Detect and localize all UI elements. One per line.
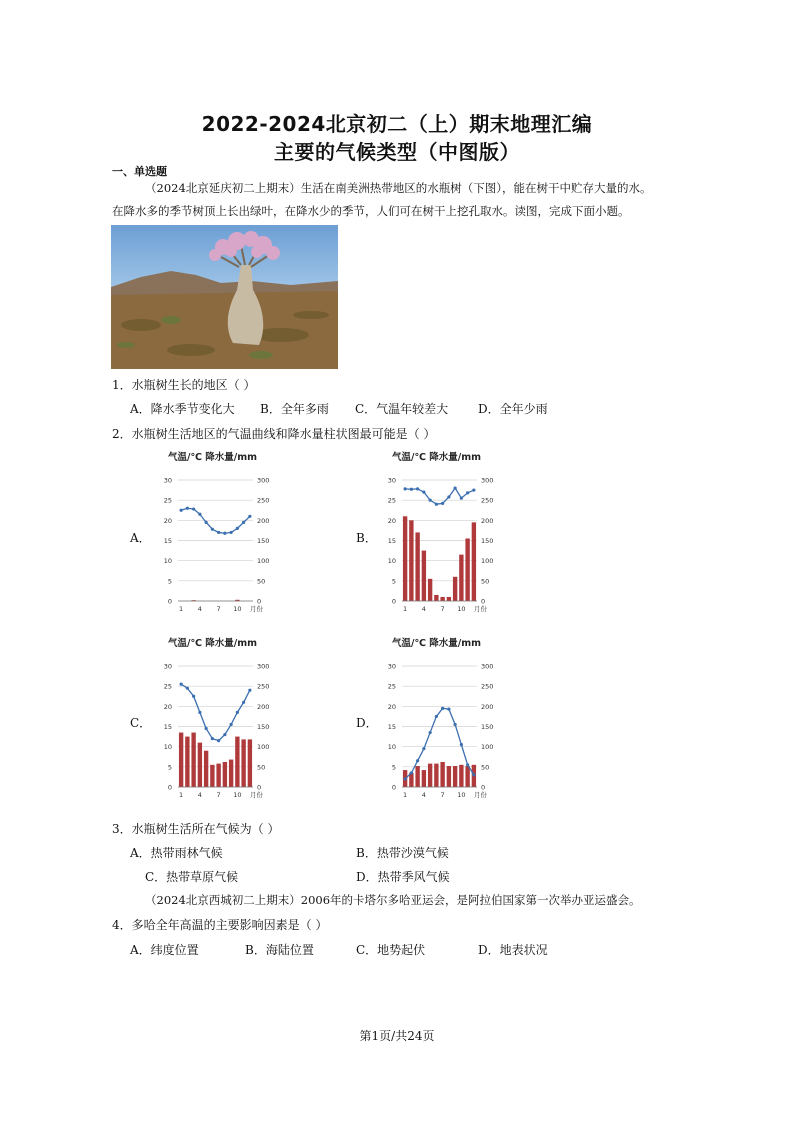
temperature-point	[441, 502, 444, 505]
temperature-point	[472, 773, 475, 776]
x-unit-label: 月份	[250, 791, 263, 799]
precipitation-bar	[447, 597, 451, 601]
chart-title: 气温/℃ 降水量/mm	[168, 452, 258, 463]
y-left-tick-label: 5	[391, 763, 396, 772]
temperature-point	[205, 521, 208, 524]
y-left-tick-label: 15	[163, 723, 172, 731]
x-tick-label: 7	[440, 605, 445, 613]
precipitation-bar	[403, 516, 407, 601]
q4-option-c[interactable]: C．地势起伏	[356, 943, 426, 957]
q4-option-a[interactable]: A．纬度位置	[130, 943, 199, 957]
precipitation-bar	[223, 762, 227, 787]
y-right-tick-label: 300	[481, 476, 494, 485]
temperature-point	[192, 695, 195, 698]
temperature-point	[454, 723, 457, 726]
precipitation-bar	[428, 764, 432, 787]
precipitation-bar	[191, 733, 195, 787]
temperature-point	[429, 499, 432, 502]
y-left-tick-label: 5	[167, 577, 172, 586]
temperature-point	[422, 747, 425, 750]
temperature-point	[416, 487, 419, 490]
y-right-tick-label: 200	[481, 516, 494, 525]
temperature-point	[248, 515, 251, 518]
document-subtitle: 主要的气候类型（中图版）	[274, 140, 520, 164]
y-right-tick-label: 50	[481, 577, 490, 586]
q4-option-d[interactable]: D．地表状况	[478, 943, 548, 957]
temperature-point	[230, 531, 233, 534]
y-left-tick-label: 0	[167, 783, 172, 792]
temperature-line	[405, 488, 474, 504]
temperature-point	[454, 486, 457, 489]
q3-option-a[interactable]: A．热带雨林气候	[130, 846, 223, 860]
temperature-point	[410, 488, 413, 491]
y-right-tick-label: 200	[257, 702, 270, 711]
temperature-point	[192, 507, 195, 510]
precipitation-bar	[409, 520, 413, 601]
precipitation-bar	[434, 764, 438, 787]
y-left-tick-label: 20	[387, 516, 396, 525]
precipitation-bar	[179, 733, 183, 787]
y-left-tick-label: 0	[391, 783, 396, 792]
y-left-tick-label: 10	[163, 743, 172, 752]
y-left-tick-label: 15	[163, 537, 172, 545]
y-left-tick-label: 25	[163, 682, 172, 691]
y-left-tick-label: 10	[387, 557, 396, 566]
question-1-stem: 1．水瓶树生长的地区（ ）	[112, 378, 256, 392]
passage2: （2024北京西城初二上期末）2006年的卡塔尔多哈亚运会，是阿拉伯国家第一次举办亚运盛会。	[145, 893, 641, 907]
y-right-tick-label: 200	[481, 702, 494, 711]
question-3-stem: 3．水瓶树生活所在气候为（ ）	[112, 822, 280, 836]
precipitation-bar	[459, 555, 463, 601]
precipitation-bar	[453, 577, 457, 601]
x-tick-label: 10	[457, 791, 466, 799]
climate-chart-b	[372, 446, 502, 616]
temperature-point	[242, 521, 245, 524]
bottle-tree-illustration	[111, 225, 338, 369]
precipitation-bar	[440, 762, 444, 787]
temperature-point	[242, 701, 245, 704]
q1-option-d[interactable]: D．全年少雨	[478, 402, 548, 416]
y-left-tick-label: 30	[387, 662, 396, 671]
temperature-point	[404, 487, 407, 490]
y-right-tick-label: 150	[481, 537, 494, 545]
q3-option-d[interactable]: D．热带季风气候	[356, 870, 450, 884]
y-left-tick-label: 20	[163, 516, 172, 525]
q1-option-c[interactable]: C．气温年较差大	[355, 402, 449, 416]
temperature-point	[466, 763, 469, 766]
y-left-tick-label: 25	[387, 496, 396, 505]
precipitation-bar	[204, 751, 208, 787]
temperature-point	[248, 689, 251, 692]
y-left-tick-label: 20	[387, 702, 396, 711]
chart-c-letter[interactable]: C．	[130, 716, 152, 730]
temperature-point	[460, 497, 463, 500]
precipitation-bar	[422, 770, 426, 787]
temperature-point	[205, 727, 208, 730]
temperature-point	[223, 733, 226, 736]
temperature-point	[460, 743, 463, 746]
y-right-tick-label: 150	[257, 723, 270, 731]
climate-chart-c	[148, 632, 278, 802]
x-tick-label: 4	[197, 791, 202, 799]
y-right-tick-label: 300	[481, 662, 494, 671]
y-left-tick-label: 0	[391, 597, 396, 606]
temperature-point	[217, 739, 220, 742]
y-right-tick-label: 0	[257, 597, 262, 606]
temperature-point	[404, 777, 407, 780]
climate-chart-a	[148, 446, 278, 616]
document-title: 2022-2024北京初二（上）期末地理汇编	[201, 112, 593, 136]
temperature-point	[435, 503, 438, 506]
x-tick-label: 7	[216, 605, 221, 613]
y-left-tick-label: 30	[387, 476, 396, 485]
y-left-tick-label: 15	[387, 723, 396, 731]
temperature-point	[236, 527, 239, 530]
x-tick-label: 10	[233, 605, 242, 613]
precipitation-bar	[229, 760, 233, 787]
y-left-tick-label: 30	[163, 662, 172, 671]
temperature-point	[230, 723, 233, 726]
q4-option-b[interactable]: B．海陆位置	[245, 943, 314, 957]
q1-option-a[interactable]: A．降水季节变化大	[130, 402, 235, 416]
precipitation-bar	[459, 765, 463, 787]
page-footer: 第1页/共24页	[359, 1029, 435, 1043]
y-right-tick-label: 150	[257, 537, 270, 545]
precipitation-bar	[428, 579, 432, 601]
y-right-tick-label: 0	[481, 783, 486, 792]
temperature-point	[217, 531, 220, 534]
precipitation-bar	[241, 739, 245, 787]
y-right-tick-label: 0	[481, 597, 486, 606]
temperature-point	[429, 731, 432, 734]
chart-d-letter[interactable]: D．	[356, 716, 378, 730]
x-tick-label: 4	[421, 605, 426, 613]
x-tick-label: 1	[403, 605, 408, 613]
temperature-point	[211, 528, 214, 531]
x-tick-label: 1	[179, 605, 184, 613]
y-right-tick-label: 100	[257, 557, 270, 566]
question-2-stem: 2．水瓶树生活地区的气温曲线和降水量柱状图最可能是（ ）	[112, 427, 436, 441]
y-left-tick-label: 25	[163, 496, 172, 505]
precipitation-bar	[465, 766, 469, 787]
precipitation-bar	[235, 737, 239, 787]
chart-b-letter[interactable]: B．	[356, 531, 377, 545]
x-tick-label: 4	[421, 791, 426, 799]
temperature-point	[186, 687, 189, 690]
y-right-tick-label: 100	[257, 743, 270, 752]
precipitation-bar	[447, 766, 451, 787]
temperature-point	[447, 708, 450, 711]
temperature-point	[441, 707, 444, 710]
y-left-tick-label: 30	[163, 476, 172, 485]
precipitation-bar	[198, 743, 202, 787]
y-left-tick-label: 10	[163, 557, 172, 566]
y-left-tick-label: 20	[163, 702, 172, 711]
y-right-tick-label: 250	[257, 682, 270, 691]
precipitation-bar	[248, 739, 252, 787]
precipitation-bar	[415, 766, 419, 787]
temperature-point	[186, 507, 189, 510]
precipitation-bar	[440, 597, 444, 601]
x-unit-label: 月份	[474, 605, 487, 613]
y-right-tick-label: 250	[257, 496, 270, 505]
climate-chart-d	[372, 632, 502, 802]
precipitation-bar	[216, 764, 220, 787]
temperature-point	[410, 771, 413, 774]
x-tick-label: 4	[197, 605, 202, 613]
temperature-point	[422, 491, 425, 494]
y-left-tick-label: 5	[391, 577, 396, 586]
y-right-tick-label: 250	[481, 496, 494, 505]
y-right-tick-label: 250	[481, 682, 494, 691]
passage1-line2: 在降水多的季节树顶上长出绿叶，在降水少的季节，人们可在树干上挖孔取水。读图，完成下面小题。	[112, 204, 630, 218]
passage1-line1: （2024北京延庆初二上期末）生活在南美洲热带地区的水瓶树（下图），能在树干中贮存大量的水。	[145, 181, 652, 195]
precipitation-bar	[453, 766, 457, 787]
x-tick-label: 7	[440, 791, 445, 799]
precipitation-bar	[422, 551, 426, 601]
bottle-tree-photo	[111, 225, 338, 369]
chart-a-letter[interactable]: A．	[130, 531, 151, 545]
x-unit-label: 月份	[474, 791, 487, 799]
x-tick-label: 1	[403, 791, 408, 799]
precipitation-bar	[434, 595, 438, 601]
chart-title: 气温/℃ 降水量/mm	[392, 452, 482, 463]
y-left-tick-label: 15	[387, 537, 396, 545]
y-left-tick-label: 0	[167, 597, 172, 606]
question-4-stem: 4．多哈全年高温的主要影响因素是（ ）	[112, 918, 328, 932]
temperature-point	[447, 495, 450, 498]
temperature-point	[416, 759, 419, 762]
y-right-tick-label: 100	[481, 557, 494, 566]
temperature-point	[180, 683, 183, 686]
q3-option-c[interactable]: C．热带草原气候	[145, 870, 239, 884]
y-right-tick-label: 300	[257, 476, 270, 485]
y-right-tick-label: 50	[257, 577, 266, 586]
precipitation-bar	[185, 737, 189, 787]
temperature-point	[435, 715, 438, 718]
y-left-tick-label: 25	[387, 682, 396, 691]
x-tick-label: 1	[179, 791, 184, 799]
temperature-point	[472, 488, 475, 491]
temperature-line	[181, 684, 250, 740]
precipitation-bar	[472, 522, 476, 601]
x-tick-label: 10	[233, 791, 242, 799]
temperature-point	[223, 532, 226, 535]
x-unit-label: 月份	[250, 605, 263, 613]
y-right-tick-label: 100	[481, 743, 494, 752]
y-right-tick-label: 50	[481, 763, 490, 772]
x-tick-label: 10	[457, 605, 466, 613]
chart-title: 气温/℃ 降水量/mm	[168, 638, 258, 649]
temperature-point	[466, 491, 469, 494]
precipitation-bar	[465, 538, 469, 601]
y-right-tick-label: 50	[257, 763, 266, 772]
temperature-point	[180, 509, 183, 512]
q3-option-b[interactable]: B．热带沙漠气候	[356, 846, 449, 860]
y-right-tick-label: 0	[257, 783, 262, 792]
y-right-tick-label: 300	[257, 662, 270, 671]
q1-option-b[interactable]: B．全年多雨	[260, 402, 329, 416]
temperature-point	[198, 513, 201, 516]
x-tick-label: 7	[216, 791, 221, 799]
temperature-point	[211, 737, 214, 740]
precipitation-bar	[415, 532, 419, 601]
temperature-point	[236, 711, 239, 714]
section-heading: 一、单选题	[112, 165, 167, 178]
y-left-tick-label: 5	[167, 763, 172, 772]
y-right-tick-label: 150	[481, 723, 494, 731]
temperature-point	[198, 711, 201, 714]
chart-title: 气温/℃ 降水量/mm	[392, 638, 482, 649]
y-right-tick-label: 200	[257, 516, 270, 525]
temperature-line	[181, 508, 250, 533]
y-left-tick-label: 10	[387, 743, 396, 752]
precipitation-bar	[210, 765, 214, 787]
